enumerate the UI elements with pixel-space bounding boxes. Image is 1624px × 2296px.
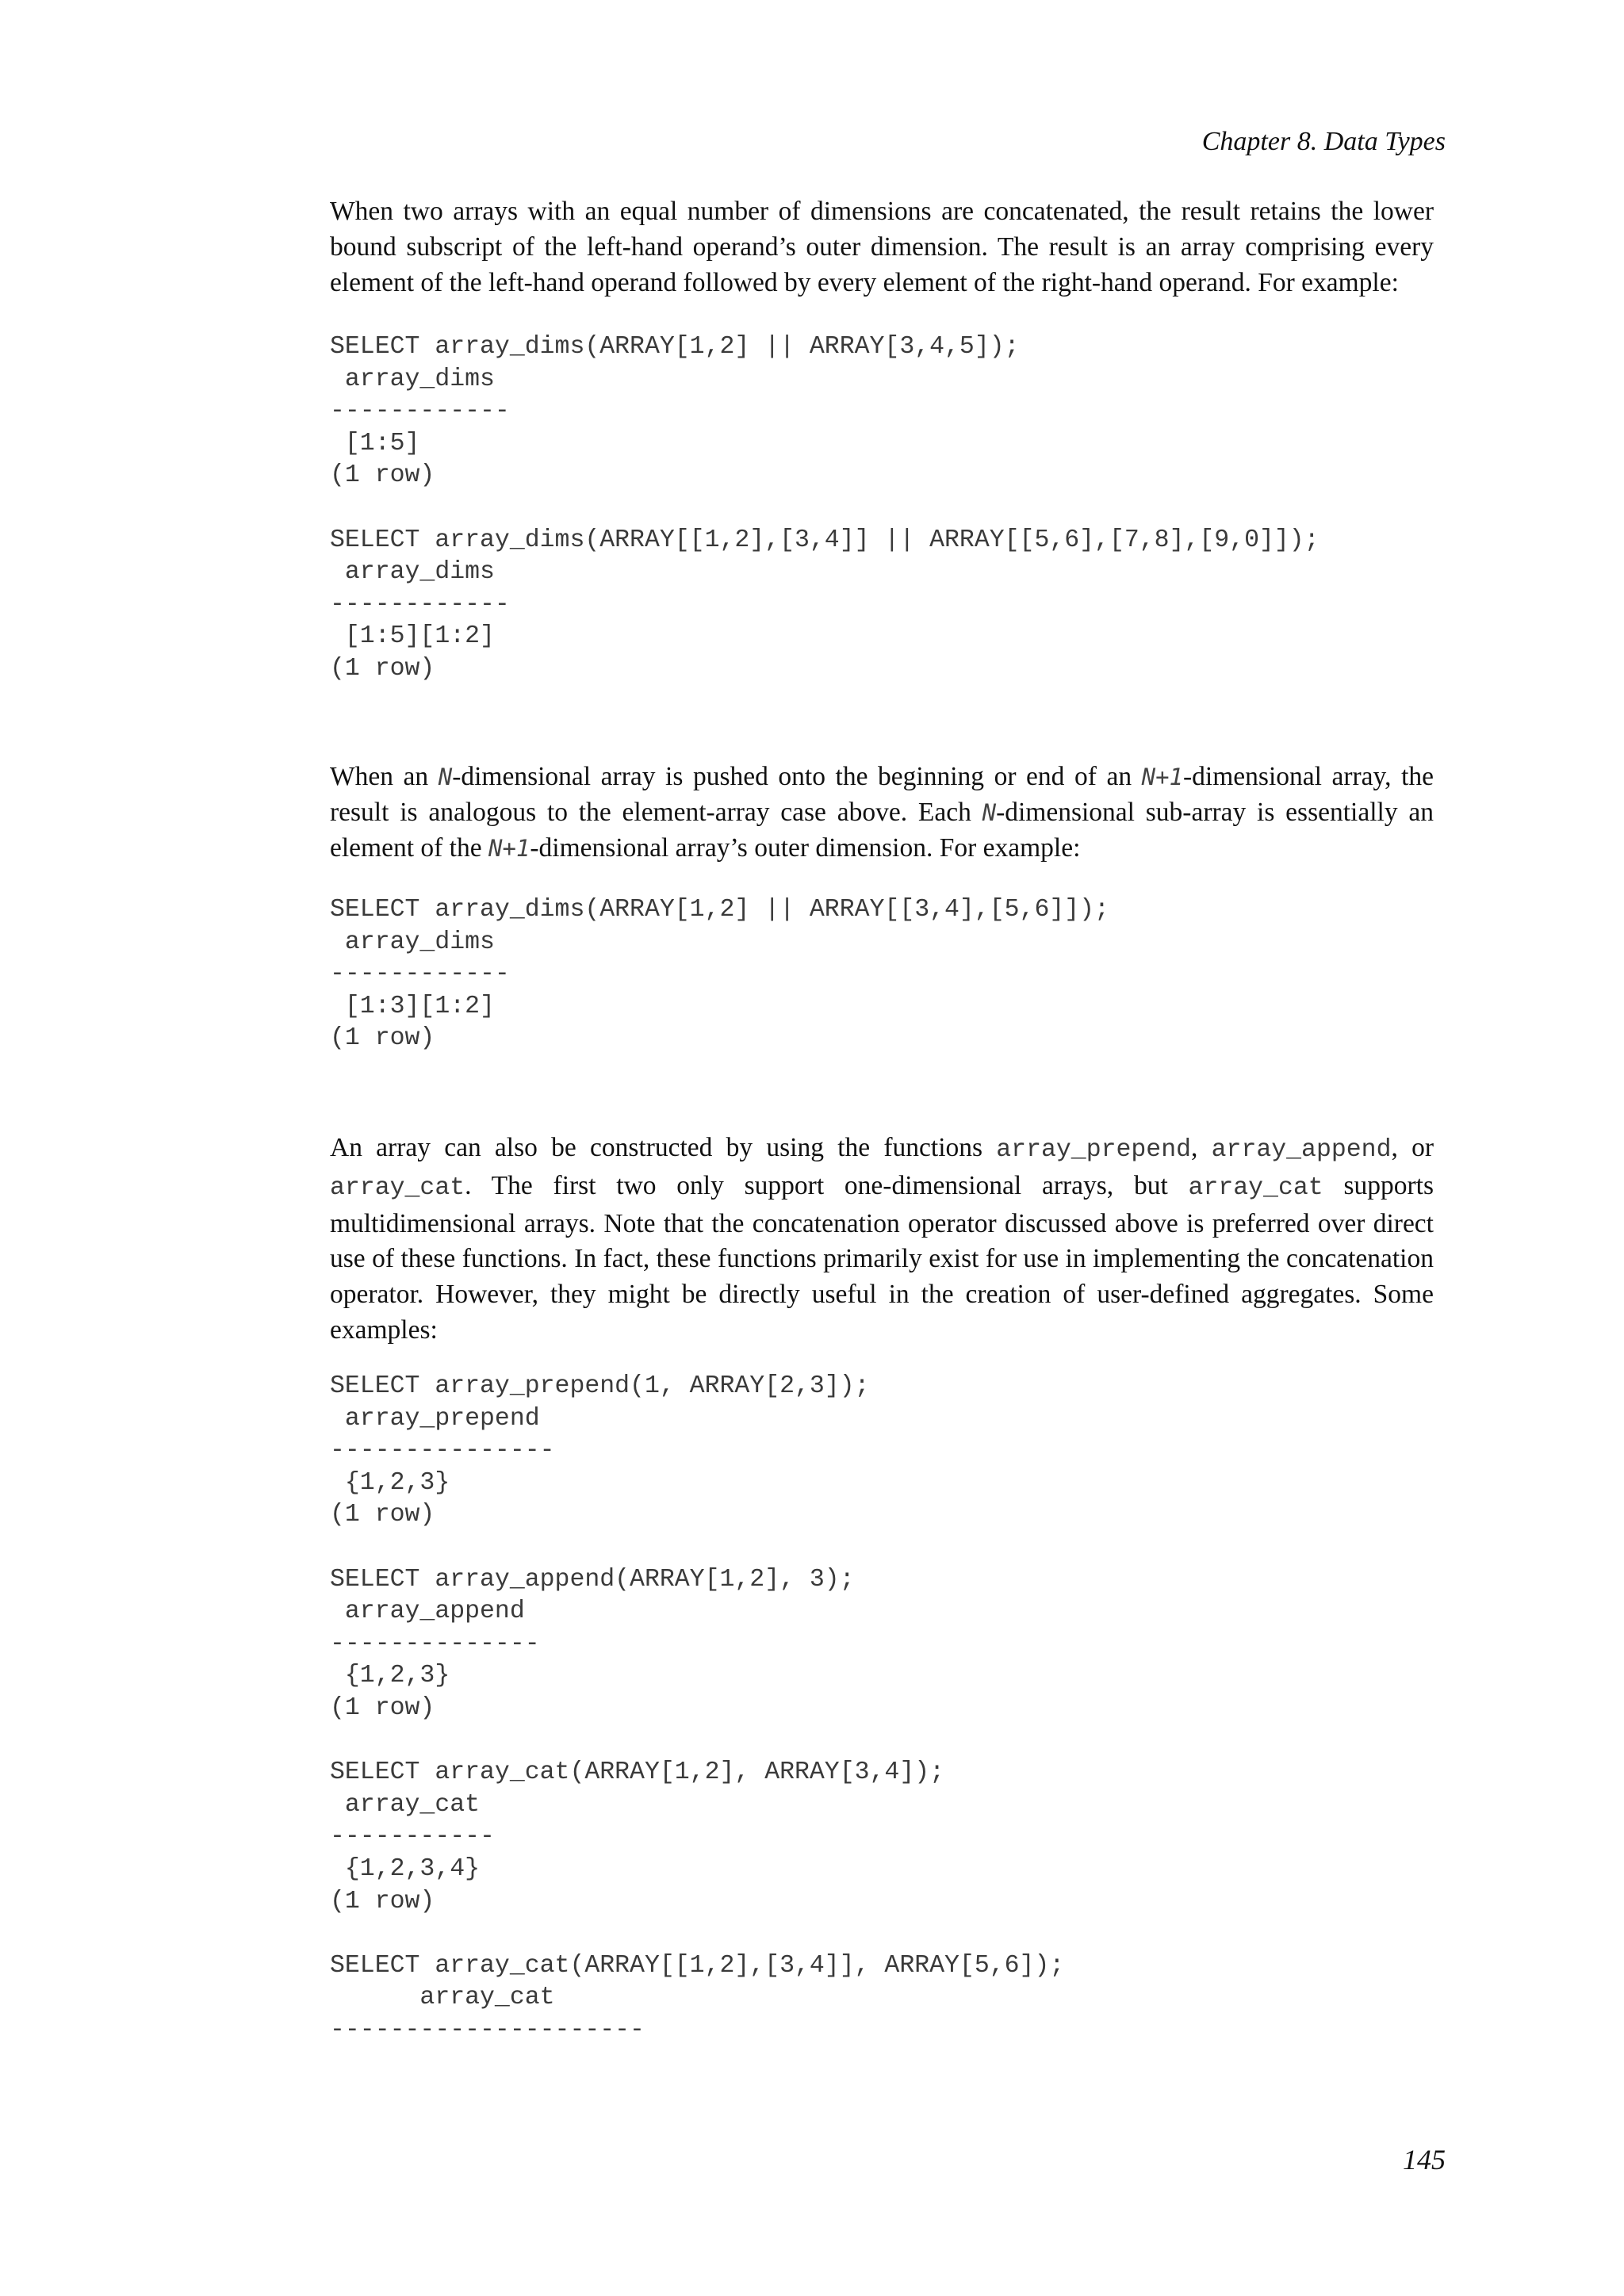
paragraph-text: An array can also be constructed by using the functions — [330, 1133, 997, 1162]
inline-function-name: array_append — [1211, 1136, 1392, 1164]
inline-variable: N+1 — [488, 834, 530, 862]
paragraph-text: supports multidimensional arrays. Note that the concatenation operator discussed above is preferred over direct use of these functions. In fact, these functions primarily exist for use in implementing the concatenation operator. However, they might be directly useful in the creation of user-defined aggregates. Some examples: — [330, 1170, 1434, 1345]
paragraph-text: -dimensional array, the result is analogous to the element-array case above. Each — [330, 762, 1434, 827]
paragraph-text: . The first two only support one-dimensional arrays, but — [465, 1170, 1189, 1200]
paragraph-text: -dimensional array’s outer dimension. For example: — [530, 832, 1081, 863]
page-number: 145 — [1403, 2144, 1446, 2175]
running-header: Chapter 8. Data Types — [1201, 127, 1446, 156]
paragraph-n-dimensional-push — [330, 760, 1434, 866]
inline-function-name: array_cat — [1188, 1173, 1323, 1202]
inline-variable: N — [982, 798, 997, 826]
inline-function-name: array_prepend — [996, 1136, 1192, 1164]
paragraph-array-functions — [330, 1131, 1434, 1349]
paragraph-text: -dimensional array is pushed onto the beginning or end of an — [452, 762, 1142, 791]
code-example-array-dims: SELECT array_dims(ARRAY[1,2] || ARRAY[3,4,5]); array_dims ------------ [1:5] (1 row) SELECT array_dims(ARRAY[[1,2],[3,4]] || ARRAY[[5,6],[7,8],[9,0]]); array_dims ------------ [1:5][1:2] (1 row) — [330, 333, 1320, 683]
paragraph-text: , — [1191, 1133, 1212, 1162]
paragraph-text: -dimensional sub-array is essentially an element of the — [330, 797, 1434, 863]
inline-variable: N+1 — [1141, 763, 1184, 790]
code-example-array-functions: SELECT array_prepend(1, ARRAY[2,3]); array_prepend --------------- {1,2,3} (1 row) SELECT array_append(ARRAY[1,2], 3); array_append -------------- {1,2,3} (1 row) SELECT array_cat(ARRAY[1,2], ARRAY[3,4]); array_cat ----------- {1,2,3,4} (1 row) SELECT array_cat(ARRAY[[1,2],[3,4]], ARRAY[5,6]); array_cat --------------------- — [330, 1372, 1065, 2044]
inline-function-name: array_cat — [330, 1173, 465, 1202]
code-example-push-array: SELECT array_dims(ARRAY[1,2] || ARRAY[[3,4],[5,6]]); array_dims ------------ [1:3][1:2] (1 row) — [330, 896, 1109, 1053]
inline-variable: N — [438, 763, 453, 790]
paragraph-text: When an — [330, 762, 439, 791]
paragraph-text: , or — [1391, 1133, 1434, 1162]
paragraph-concatenation-equal-dims: When two arrays with an equal number of dimensions are concatenated, the result retains the lower bound subscript of the left-hand operand’s outer dimension. The result is an array comprising every element of the left-hand operand followed by every element of the right-hand operand. For example: — [330, 197, 1434, 297]
